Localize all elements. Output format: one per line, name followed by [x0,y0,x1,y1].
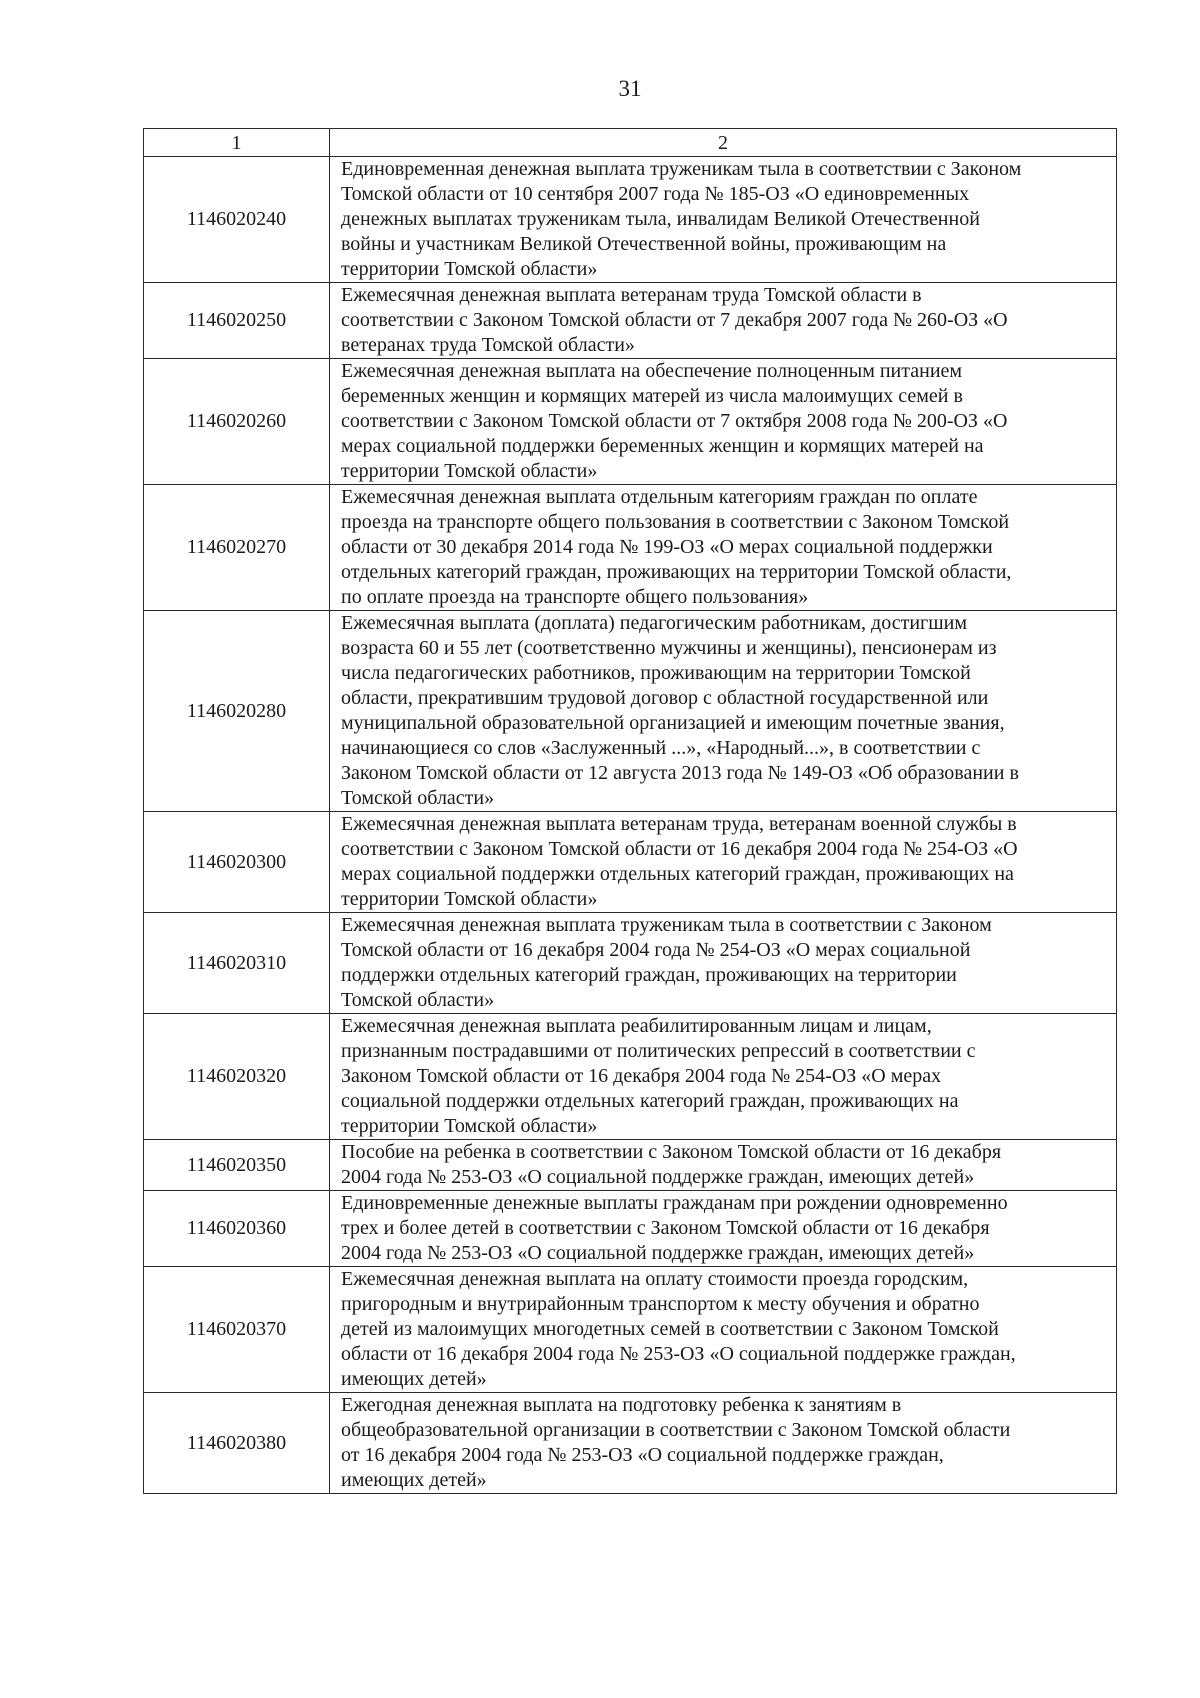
description-line: Ежемесячная денежная выплата ветеранам труда Томской области в [341,284,922,306]
description-line: Единовременные денежные выплаты гражданам при рождении одновременно [341,1192,1008,1214]
description-line: области, прекратившим трудовой договор с областной государственной или [341,687,989,709]
description-line: 2004 года № 253-ОЗ «О социальной поддержке граждан, имеющих детей» [341,1166,975,1188]
budget-classification-table [143,128,1117,1494]
budget-code-cell: 1146020240 [144,157,330,283]
description-line: Ежемесячная денежная выплата реабилитированным лицам и лицам, [341,1015,932,1037]
table-row [144,1191,1117,1267]
table-row [144,812,1117,913]
column-header-2: 2 [330,129,1117,157]
description-line: территории Томской области» [341,258,598,280]
description-line: территории Томской области» [341,1115,598,1137]
description-line: ветеранах труда Томской области» [341,334,635,356]
page-number: 31 [618,76,642,101]
description-cell [330,359,1117,485]
description-cell [330,283,1117,359]
description-line: трех и более детей в соответствии с Законом Томской области от 16 декабря [341,1217,990,1239]
description-line: Пособие на ребенка в соответствии с Законом Томской области от 16 декабря [341,1141,1002,1163]
table-row [144,1014,1117,1140]
table-body [144,157,1117,1494]
budget-code-cell: 1146020380 [144,1393,330,1494]
table-row [144,913,1117,1014]
description-cell [330,611,1117,812]
description-line: войны и участникам Великой Отечественной войны, проживающим на [341,233,947,255]
budget-code-cell: 1146020260 [144,359,330,485]
budget-code-cell: 1146020250 [144,283,330,359]
table-row [144,611,1117,812]
description-line: мерах социальной поддержки отдельных категорий граждан, проживающих на [341,863,1014,885]
description-line: по оплате проезда на транспорте общего пользования» [341,586,809,608]
description-line: социальной поддержки отдельных категорий граждан, проживающих на [341,1090,959,1112]
description-line: Ежегодная денежная выплата на подготовку ребенка к занятиям в [341,1394,902,1416]
description-line: денежных выплатах труженикам тыла, инвалидам Великой Отечественной [341,208,980,230]
description-cell [330,1014,1117,1140]
table-row [144,283,1117,359]
table-row [144,157,1117,283]
description-line: Томской области» [341,989,495,1011]
description-line: соответствии с Законом Томской области от 7 октября 2008 года № 200-ОЗ «О [341,410,1008,432]
description-line: беременных женщин и кормящих матерей из числа малоимущих семей в [341,385,963,407]
description-line: муниципальной образовательной организацией и имеющим почетные звания, [341,712,1005,734]
budget-code-cell: 1146020300 [144,812,330,913]
description-line: отдельных категорий граждан, проживающих на территории Томской области, [341,561,1012,583]
description-line: области от 30 декабря 2014 года № 199-ОЗ «О мерах социальной поддержки [341,536,993,558]
description-cell [330,1267,1117,1393]
description-line: Ежемесячная денежная выплата на обеспечение полноценным питанием [341,360,963,382]
description-line: Ежемесячная денежная выплата труженикам тыла в соответствии с Законом [341,914,992,936]
description-line: пригородным и внутрирайонным транспортом к месту обучения и обратно [341,1293,980,1315]
description-cell [330,1140,1117,1191]
description-cell [330,913,1117,1014]
description-line: соответствии с Законом Томской области от 7 декабря 2007 года № 260-ОЗ «О [341,309,1008,331]
table-row [144,1393,1117,1494]
description-line: области от 16 декабря 2004 года № 253-ОЗ «О социальной поддержке граждан, [341,1343,1016,1365]
description-line: Законом Томской области от 16 декабря 2004 года № 254-ОЗ «О мерах [341,1065,942,1087]
description-line: Законом Томской области от 12 августа 2013 года № 149-ОЗ «Об образовании в [341,762,1019,784]
description-line: Единовременная денежная выплата труженикам тыла в соответствии с Законом [341,158,1022,180]
description-line: Ежемесячная денежная выплата ветеранам труда, ветеранам военной службы в [341,813,1017,835]
budget-code-cell: 1146020320 [144,1014,330,1140]
description-line: имеющих детей» [341,1368,487,1390]
description-line: начинающиеся со слов «Заслуженный ...», «Народный...», в соответствии с [341,737,981,759]
description-line: 2004 года № 253-ОЗ «О социальной поддержке граждан, имеющих детей» [341,1242,975,1264]
description-line: Томской области от 10 сентября 2007 года № 185-ОЗ «О единовременных [341,183,970,205]
column-header-1: 1 [144,129,330,157]
description-line: Томской области от 16 декабря 2004 года № 254-ОЗ «О мерах социальной [341,939,971,961]
description-line: детей из малоимущих многодетных семей в соответствии с Законом Томской [341,1318,999,1340]
description-line: общеобразовательной организации в соответствии с Законом Томской области [341,1419,1011,1441]
description-cell [330,157,1117,283]
description-line: возраста 60 и 55 лет (соответственно мужчины и женщины), пенсионерам из [341,637,997,659]
description-line: проезда на транспорте общего пользования в соответствии с Законом Томской [341,511,1010,533]
budget-code-cell: 1146020360 [144,1191,330,1267]
description-line: Томской области» [341,787,495,809]
table-header-row [144,129,1117,157]
description-line: поддержки отдельных категорий граждан, проживающих на территории [341,964,957,986]
description-line: Ежемесячная денежная выплата на оплату стоимости проезда городским, [341,1268,969,1290]
budget-code-cell: 1146020310 [144,913,330,1014]
table-row [144,485,1117,611]
budget-code-cell: 1146020280 [144,611,330,812]
description-line: Ежемесячная денежная выплата отдельным категориям граждан по оплате [341,486,978,508]
budget-code-cell: 1146020350 [144,1140,330,1191]
description-cell [330,485,1117,611]
description-line: числа педагогических работников, проживающим на территории Томской [341,662,971,684]
description-line: соответствии с Законом Томской области от 16 декабря 2004 года № 254-ОЗ «О [341,838,1018,860]
description-line: территории Томской области» [341,888,598,910]
budget-code-cell: 1146020270 [144,485,330,611]
description-cell [330,1191,1117,1267]
budget-code-cell: 1146020370 [144,1267,330,1393]
table-row [144,1140,1117,1191]
description-line: Ежемесячная выплата (доплата) педагогическим работникам, достигшим [341,612,967,634]
description-line: признанным пострадавшими от политических репрессий в соответствии с [341,1040,976,1062]
table-row [144,1267,1117,1393]
description-cell [330,1393,1117,1494]
description-line: имеющих детей» [341,1469,487,1491]
description-line: мерах социальной поддержки беременных женщин и кормящих матерей на [341,435,984,457]
description-line: территории Томской области» [341,460,598,482]
table-row [144,359,1117,485]
description-line: от 16 декабря 2004 года № 253-ОЗ «О социальной поддержке граждан, [341,1444,944,1466]
description-cell [330,812,1117,913]
